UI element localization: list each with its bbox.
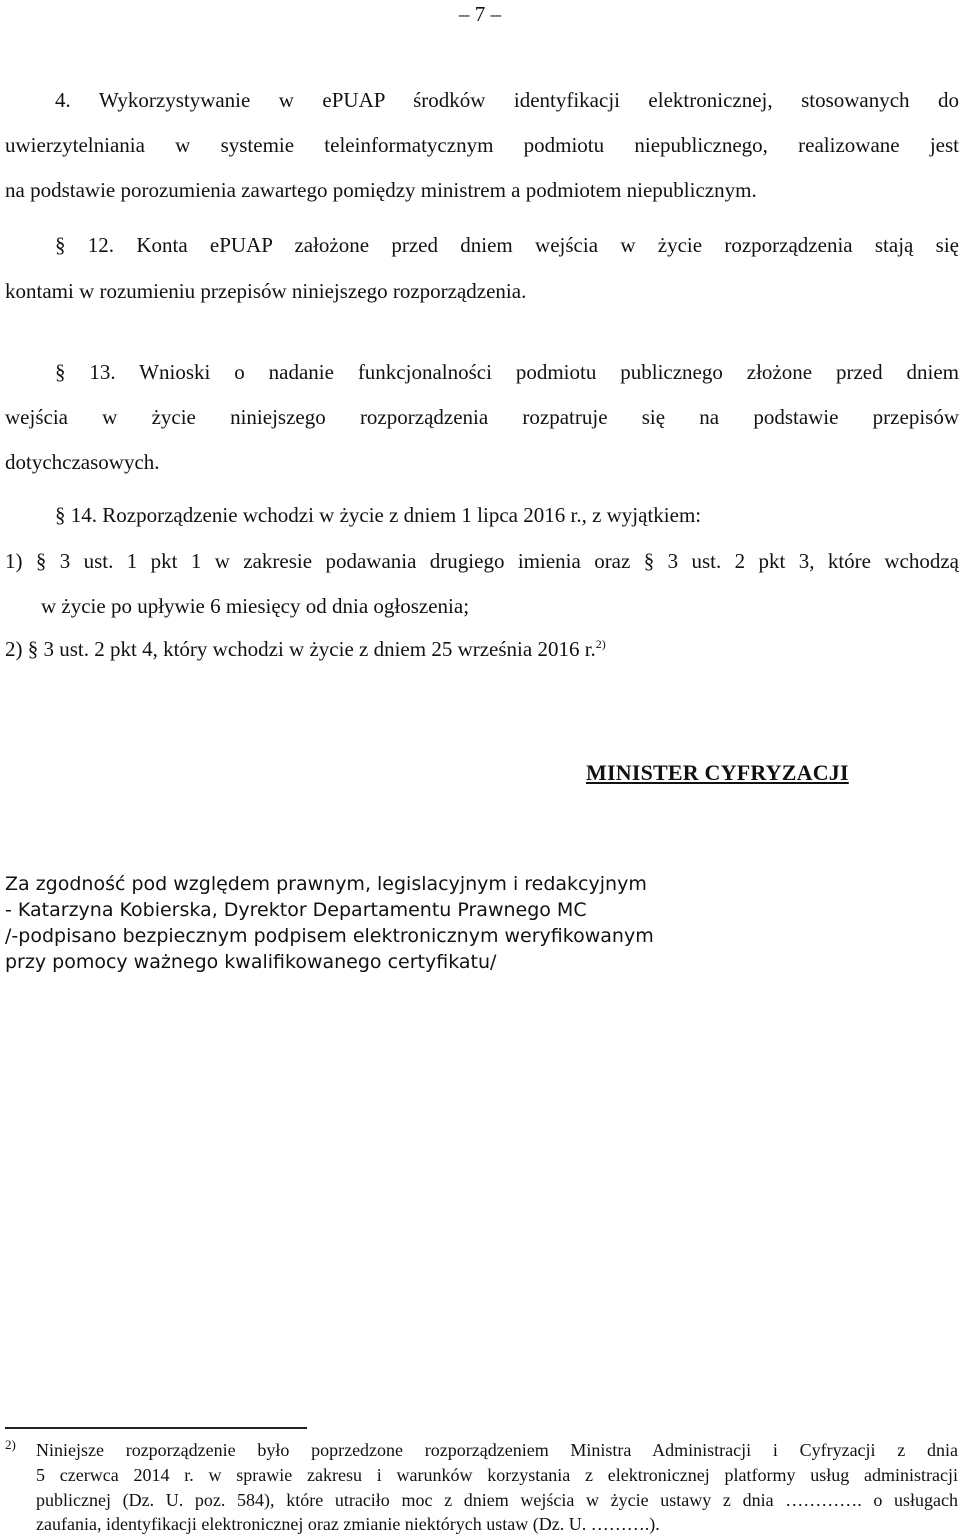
signature-line-1: Za zgodność pod względem prawnym, legislacyjnym i redakcyjnym xyxy=(5,873,647,895)
signature-line-2: - Katarzyna Kobierska, Dyrektor Departamentu Prawnego MC xyxy=(5,899,587,921)
minister-title: MINISTER CYFRYZACJI xyxy=(586,760,849,785)
signature-line-3: /-podpisano bezpiecznym podpisem elektronicznym weryfikowanym xyxy=(5,925,654,947)
par-13-line-1: § 13. Wnioski o nadanie funkcjonalności podmiotu publicznego złożone przed dniem xyxy=(55,360,959,384)
par-14-point-1-line-1: 1) § 3 ust. 1 pkt 1 w zakresie podawania drugiego imienia oraz § 3 ust. 2 pkt 3, które wchodzą xyxy=(5,549,959,573)
signature-line-4: przy pomocy ważnego kwalifikowanego certyfikatu/ xyxy=(5,951,497,973)
footnote-separator xyxy=(5,1427,307,1429)
par-14-point-2 xyxy=(5,637,959,662)
page-number: – 7 – xyxy=(459,2,501,26)
footnote-ref-2: 2) xyxy=(595,637,606,651)
footnote-line-3: publicznej (Dz. U. poz. 584), które utraciło moc z dniem wejścia w życie ustawy z dnia …………. o usługach xyxy=(36,1490,958,1510)
par-13-line-2: wejścia w życie niniejszego rozporządzenia rozpatruje się na podstawie przepisów xyxy=(5,405,959,429)
par-12-line-1: § 12. Konta ePUAP założone przed dniem wejścia w życie rozporządzenia stają się xyxy=(55,233,959,257)
footnote-line-2: 5 czerwca 2014 r. w sprawie zakresu i warunków korzystania z elektronicznej platformy usług administracji xyxy=(36,1465,958,1485)
par-14-point-1-line-2: w życie po upływie 6 miesięcy od dnia ogłoszenia; xyxy=(41,594,470,618)
item-4-line-3: na podstawie porozumienia zawartego pomiędzy ministrem a podmiotem niepublicznym. xyxy=(5,178,757,202)
par-14-point-2-text: 2) § 3 ust. 2 pkt 4, który wchodzi w życie z dniem 25 września 2016 r. xyxy=(5,637,596,661)
item-4-line-2: uwierzytelniania w systemie teleinformatycznym podmiotu niepublicznego, realizowane jest xyxy=(5,133,959,157)
footnote-marker: 2) xyxy=(5,1437,16,1452)
footnote-line-1: Niniejsze rozporządzenie było poprzedzone rozporządzeniem Ministra Administracji i Cyfryzacji z dnia xyxy=(36,1440,958,1460)
item-4-line-1: 4. Wykorzystywanie w ePUAP środków identyfikacji elektronicznej, stosowanych do xyxy=(55,88,959,112)
par-14-intro: § 14. Rozporządzenie wchodzi w życie z dniem 1 lipca 2016 r., z wyjątkiem: xyxy=(55,503,702,527)
par-12-line-2: kontami w rozumieniu przepisów niniejszego rozporządzenia. xyxy=(5,279,527,303)
footnote-line-4: zaufania, identyfikacji elektronicznej oraz zmianie niektórych ustaw (Dz. U. ……….). xyxy=(36,1514,660,1534)
par-13-line-3: dotychczasowych. xyxy=(5,450,160,474)
